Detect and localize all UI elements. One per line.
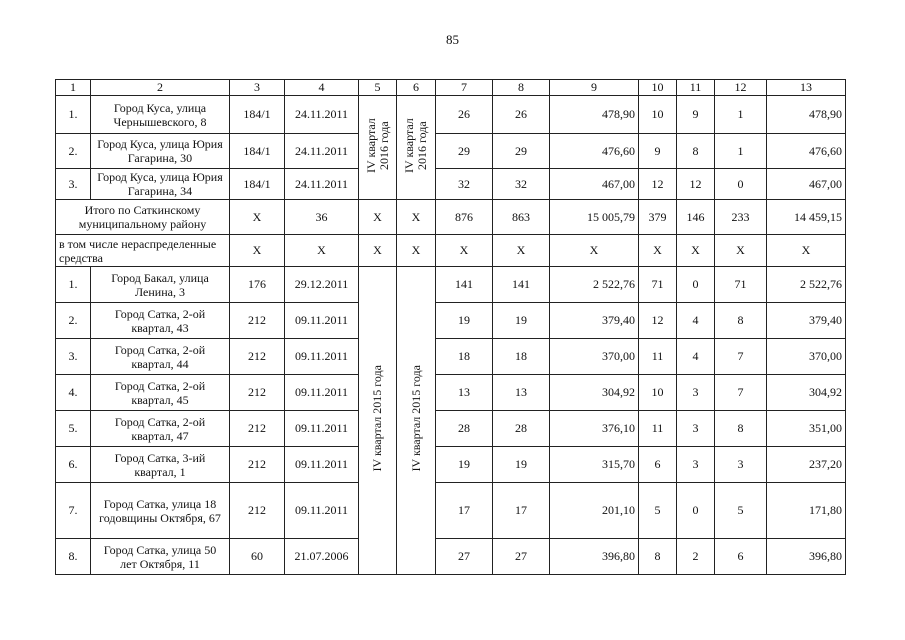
cell-col8: 32 — [493, 169, 550, 200]
cell-col12: 0 — [715, 169, 767, 200]
cell-col10: 11 — [639, 339, 677, 375]
address-cell: Город Сатка, 2-ой квартал, 44 — [91, 339, 230, 375]
cell-col12: 8 — [715, 303, 767, 339]
row-number: 3. — [56, 339, 91, 375]
quarter-2016-col5 — [359, 96, 397, 200]
cell-col8: 19 — [493, 303, 550, 339]
address-cell: Город Сатка, 2-ой квартал, 47 — [91, 411, 230, 447]
cell-col9: 379,40 — [550, 303, 639, 339]
cell-col3: 212 — [230, 483, 285, 539]
address-cell: Город Бакал, улица Ленина, 3 — [91, 267, 230, 303]
cell-col3: 60 — [230, 539, 285, 575]
cell-col13: 237,20 — [767, 447, 846, 483]
table-row — [56, 539, 846, 575]
quarter-2016-col6 — [397, 96, 436, 200]
cell-col7: 141 — [436, 267, 493, 303]
address-cell: Город Сатка, 2-ой квартал, 45 — [91, 375, 230, 411]
cell-col12: 7 — [715, 375, 767, 411]
cell-col12: 8 — [715, 411, 767, 447]
quarter-2015-col6 — [397, 267, 436, 575]
cell-col10: 10 — [639, 375, 677, 411]
cell-col11: 3 — [677, 375, 715, 411]
cell-col9: 476,60 — [550, 134, 639, 169]
table-row — [56, 267, 846, 303]
cell-col11: 9 — [677, 96, 715, 134]
cell-col11: 3 — [677, 447, 715, 483]
cell-col7: 26 — [436, 96, 493, 134]
table-row — [56, 411, 846, 447]
cell-col3: 212 — [230, 303, 285, 339]
quarter-2016-col5-text: IV квартал 2016 года — [363, 118, 391, 173]
cell-col5: X — [359, 200, 397, 235]
table-row — [56, 134, 846, 169]
cell-col10: 5 — [639, 483, 677, 539]
cell-col12: 7 — [715, 339, 767, 375]
table-row — [56, 375, 846, 411]
table-row — [56, 447, 846, 483]
cell-col3: X — [230, 200, 285, 235]
cell-col7: 29 — [436, 134, 493, 169]
cell-col7: 19 — [436, 447, 493, 483]
table-row — [56, 303, 846, 339]
cell-col13: 2 522,76 — [767, 267, 846, 303]
cell-col7: 876 — [436, 200, 493, 235]
cell-col11: 4 — [677, 303, 715, 339]
row-number: 1. — [56, 96, 91, 134]
cell-col11: 0 — [677, 483, 715, 539]
quarter-2016-col6-text: IV квартал 2016 года — [402, 118, 429, 173]
cell-col7: 28 — [436, 411, 493, 447]
header-cell: 5 — [359, 80, 397, 96]
cell-col3: X — [230, 235, 285, 267]
unallocated-label: в том числе нераспределенные средства — [56, 235, 230, 267]
cell-col4: 09.11.2011 — [285, 375, 359, 411]
cell-col3: 184/1 — [230, 96, 285, 134]
cell-col10: 11 — [639, 411, 677, 447]
total-row — [56, 200, 846, 235]
cell-col4: 24.11.2011 — [285, 134, 359, 169]
cell-col11: 2 — [677, 539, 715, 575]
cell-col10: X — [639, 235, 677, 267]
cell-col13: 476,60 — [767, 134, 846, 169]
cell-col8: 19 — [493, 447, 550, 483]
header-cell: 11 — [677, 80, 715, 96]
cell-col8: 18 — [493, 339, 550, 375]
header-cell: 7 — [436, 80, 493, 96]
cell-col4: 24.11.2011 — [285, 169, 359, 200]
header-cell: 6 — [397, 80, 436, 96]
cell-col13: 14 459,15 — [767, 200, 846, 235]
cell-col4: 36 — [285, 200, 359, 235]
address-cell: Город Сатка, 2-ой квартал, 43 — [91, 303, 230, 339]
cell-col13: X — [767, 235, 846, 267]
address-cell: Город Сатка, улица 18 годовщины Октября, 67 — [91, 483, 230, 539]
cell-col8: X — [493, 235, 550, 267]
cell-col9: 376,10 — [550, 411, 639, 447]
table-row — [56, 169, 846, 200]
page-number: 85 — [446, 32, 459, 47]
address-cell: Город Сатка, улица 50 лет Октября, 11 — [91, 539, 230, 575]
cell-col3: 212 — [230, 411, 285, 447]
address-cell: Город Куса, улица Юрия Гагарина, 30 — [91, 134, 230, 169]
cell-col13: 379,40 — [767, 303, 846, 339]
header-cell: 1 — [56, 80, 91, 96]
cell-col8: 17 — [493, 483, 550, 539]
cell-col12: 71 — [715, 267, 767, 303]
cell-col10: 379 — [639, 200, 677, 235]
table-row — [56, 483, 846, 539]
table-row — [56, 96, 846, 134]
cell-col5: X — [359, 235, 397, 267]
cell-col13: 304,92 — [767, 375, 846, 411]
header-cell: 2 — [91, 80, 230, 96]
cell-col3: 212 — [230, 447, 285, 483]
cell-col9: 315,70 — [550, 447, 639, 483]
cell-col11: 0 — [677, 267, 715, 303]
cell-col3: 176 — [230, 267, 285, 303]
cell-col7: 32 — [436, 169, 493, 200]
header-cell: 8 — [493, 80, 550, 96]
cell-col11: 8 — [677, 134, 715, 169]
cell-col13: 370,00 — [767, 339, 846, 375]
cell-col7: 27 — [436, 539, 493, 575]
cell-col12: 6 — [715, 539, 767, 575]
cell-col12: 1 — [715, 134, 767, 169]
table-row — [56, 339, 846, 375]
cell-col8: 29 — [493, 134, 550, 169]
row-number: 5. — [56, 411, 91, 447]
cell-col13: 478,90 — [767, 96, 846, 134]
header-cell: 9 — [550, 80, 639, 96]
cell-col4: 09.11.2011 — [285, 303, 359, 339]
cell-col4: 21.07.2006 — [285, 539, 359, 575]
cell-col10: 10 — [639, 96, 677, 134]
cell-col3: 212 — [230, 339, 285, 375]
header-cell: 13 — [767, 80, 846, 96]
cell-col12: X — [715, 235, 767, 267]
cell-col4: 24.11.2011 — [285, 96, 359, 134]
cell-col10: 71 — [639, 267, 677, 303]
cell-col9: X — [550, 235, 639, 267]
header-cell: 10 — [639, 80, 677, 96]
cell-col13: 467,00 — [767, 169, 846, 200]
cell-col3: 184/1 — [230, 134, 285, 169]
cell-col7: 13 — [436, 375, 493, 411]
cell-col9: 201,10 — [550, 483, 639, 539]
cell-col9: 396,80 — [550, 539, 639, 575]
address-cell: Город Сатка, 3-ий квартал, 1 — [91, 447, 230, 483]
row-number: 2. — [56, 134, 91, 169]
cell-col9: 15 005,79 — [550, 200, 639, 235]
cell-col7: 19 — [436, 303, 493, 339]
cell-col9: 478,90 — [550, 96, 639, 134]
cell-col12: 1 — [715, 96, 767, 134]
housing-register-table — [55, 79, 846, 575]
address-cell: Город Куса, улица Чернышевского, 8 — [91, 96, 230, 134]
header-row — [56, 80, 846, 96]
cell-col13: 351,00 — [767, 411, 846, 447]
cell-col8: 26 — [493, 96, 550, 134]
cell-col4: 09.11.2011 — [285, 411, 359, 447]
cell-col10: 9 — [639, 134, 677, 169]
cell-col10: 6 — [639, 447, 677, 483]
cell-col4: 09.11.2011 — [285, 483, 359, 539]
cell-col12: 5 — [715, 483, 767, 539]
cell-col8: 141 — [493, 267, 550, 303]
cell-col9: 2 522,76 — [550, 267, 639, 303]
cell-col8: 863 — [493, 200, 550, 235]
cell-col11: 3 — [677, 411, 715, 447]
cell-col9: 304,92 — [550, 375, 639, 411]
cell-col11: X — [677, 235, 715, 267]
row-number: 1. — [56, 267, 91, 303]
cell-col11: 146 — [677, 200, 715, 235]
cell-col13: 396,80 — [767, 539, 846, 575]
total-label: Итого по Саткинскому муниципальному району — [56, 200, 230, 235]
cell-col10: 12 — [639, 303, 677, 339]
cell-col10: 12 — [639, 169, 677, 200]
cell-col7: 17 — [436, 483, 493, 539]
cell-col3: 184/1 — [230, 169, 285, 200]
cell-col6: X — [397, 235, 436, 267]
cell-col12: 3 — [715, 447, 767, 483]
cell-col6: X — [397, 200, 436, 235]
row-number: 7. — [56, 483, 91, 539]
row-number: 8. — [56, 539, 91, 575]
cell-col11: 12 — [677, 169, 715, 200]
header-cell: 3 — [230, 80, 285, 96]
row-number: 2. — [56, 303, 91, 339]
cell-col9: 370,00 — [550, 339, 639, 375]
cell-col7: X — [436, 235, 493, 267]
cell-col4: 09.11.2011 — [285, 339, 359, 375]
row-number: 3. — [56, 169, 91, 200]
cell-col4: 09.11.2011 — [285, 447, 359, 483]
cell-col3: 212 — [230, 375, 285, 411]
cell-col12: 233 — [715, 200, 767, 235]
cell-col13: 171,80 — [767, 483, 846, 539]
cell-col7: 18 — [436, 339, 493, 375]
cell-col8: 13 — [493, 375, 550, 411]
header-cell: 4 — [285, 80, 359, 96]
cell-col8: 28 — [493, 411, 550, 447]
quarter-2015-col6-text: IV квартал 2015 года — [408, 365, 423, 472]
header-cell: 12 — [715, 80, 767, 96]
cell-col8: 27 — [493, 539, 550, 575]
cell-col9: 467,00 — [550, 169, 639, 200]
unallocated-row — [56, 235, 846, 267]
row-number: 6. — [56, 447, 91, 483]
cell-col10: 8 — [639, 539, 677, 575]
quarter-2015-col5-text: IV квартал 2015 года — [370, 365, 384, 472]
row-number: 4. — [56, 375, 91, 411]
address-cell: Город Куса, улица Юрия Гагарина, 34 — [91, 169, 230, 200]
quarter-2015-col5 — [359, 267, 397, 575]
cell-col11: 4 — [677, 339, 715, 375]
cell-col4: X — [285, 235, 359, 267]
cell-col4: 29.12.2011 — [285, 267, 359, 303]
